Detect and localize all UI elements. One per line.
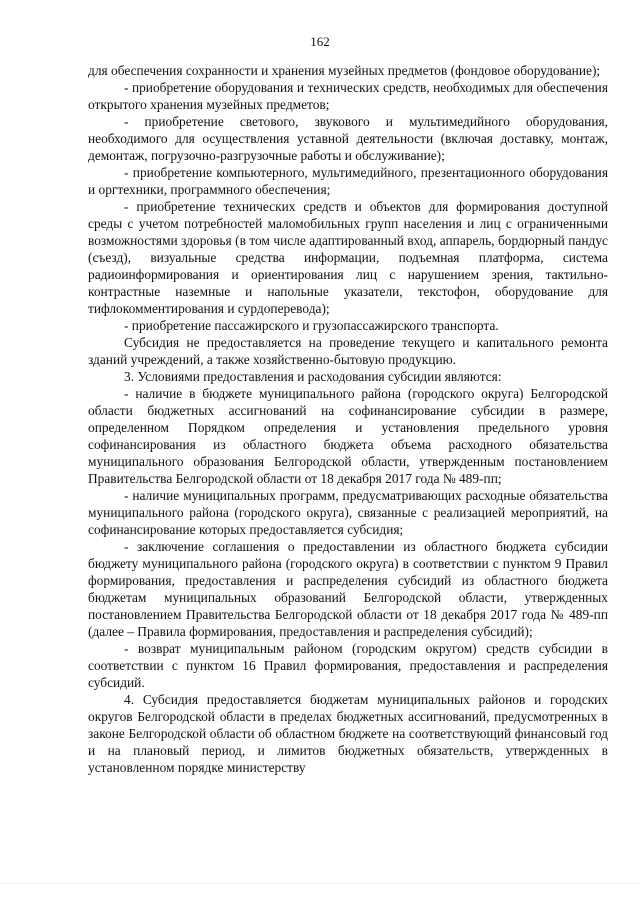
document-body: [88, 62, 608, 776]
paragraph: 4. Субсидия предоставляется бюджетам муниципальных районов и городских округов Белгородской области в пределах бюджетных ассигнований, предусмотренных в законе Белгородской области об областном бюджете на соответствующий финансовый год и на плановый период, и лимитов бюджетных обязательств, утвержденных в установленном порядке министерству: [88, 692, 608, 775]
paragraph: - приобретение технических средств и объектов для формирования доступной среды с учетом потребностей маломобильных групп населения и лиц с ограниченными возможностями здоровья (в том числе адаптированный вход, аппарель, бордюрный пандус (съезд), визуальные средства информации, подъемная платформа, система радиоинформирования и ориентирования лиц с нарушением зрения, тактильно-контрастные наземные и напольные указатели, текстофон, оборудование для тифлокомментирования и сурдоперевода);: [88, 199, 608, 316]
paragraph: - приобретение оборудования и технических средств, необходимых для обеспечения открытого хранения музейных предметов;: [88, 80, 608, 112]
paragraph: для обеспечения сохранности и хранения музейных предметов (фондовое оборудование);: [88, 63, 601, 78]
paragraph: - заключение соглашения о предоставлении из областного бюджета субсидии бюджету муниципального района (городского округа) в соответствии с пунктом 9 Правил формирования, предоставления и распределения субсидий из областного бюджета бюджетам муниципальных образований Белгородской области, утвержденных постановлением Правительства Белгородской области от 18 декабря 2017 года № 489-пп (далее – Правила формирования, предоставления и распределения субсидий);: [88, 539, 608, 639]
paragraph: - наличие муниципальных программ, предусматривающих расходные обязательства муниципального района (городского округа), связанные с реализацией мероприятий, на софинансирование которых предоставляется субсидия;: [88, 488, 608, 537]
page-number: 162: [310, 34, 330, 49]
paragraph: - приобретение светового, звукового и мультимедийного оборудования, необходимого для осуществления уставной деятельности (включая доставку, монтаж, демонтаж, погрузочно-разгрузочные работы и обслуживание);: [88, 114, 608, 163]
page-bottom-edge: [0, 883, 640, 884]
paragraph: - наличие в бюджете муниципального района (городского округа) Белгородской области бюджетных ассигнований на софинансирование субсидии в размере, определенном Порядком определения и установления предельного уровня софинансирования из областного бюджета объема расходного обязательства муниципального образования Белгородской области, утвержденным постановлением Правительства Белгородской области от 18 декабря 2017 года № 489-пп;: [88, 386, 608, 486]
paragraph: - приобретение компьютерного, мультимедийного, презентационного оборудования и оргтехники, программного обеспечения;: [88, 165, 608, 197]
paragraph: - приобретение пассажирского и грузопассажирского транспорта.: [124, 318, 499, 333]
paragraph: Субсидия не предоставляется на проведение текущего и капитального ремонта зданий учреждений, а также хозяйственно-бытовую продукцию.: [88, 335, 608, 367]
paragraph: - возврат муниципальным районом (городским округом) средств субсидии в соответствии с пунктом 16 Правил формирования, предоставления и распределения субсидий.: [88, 641, 608, 690]
paragraph: 3. Условиями предоставления и расходования субсидии являются:: [124, 369, 502, 384]
